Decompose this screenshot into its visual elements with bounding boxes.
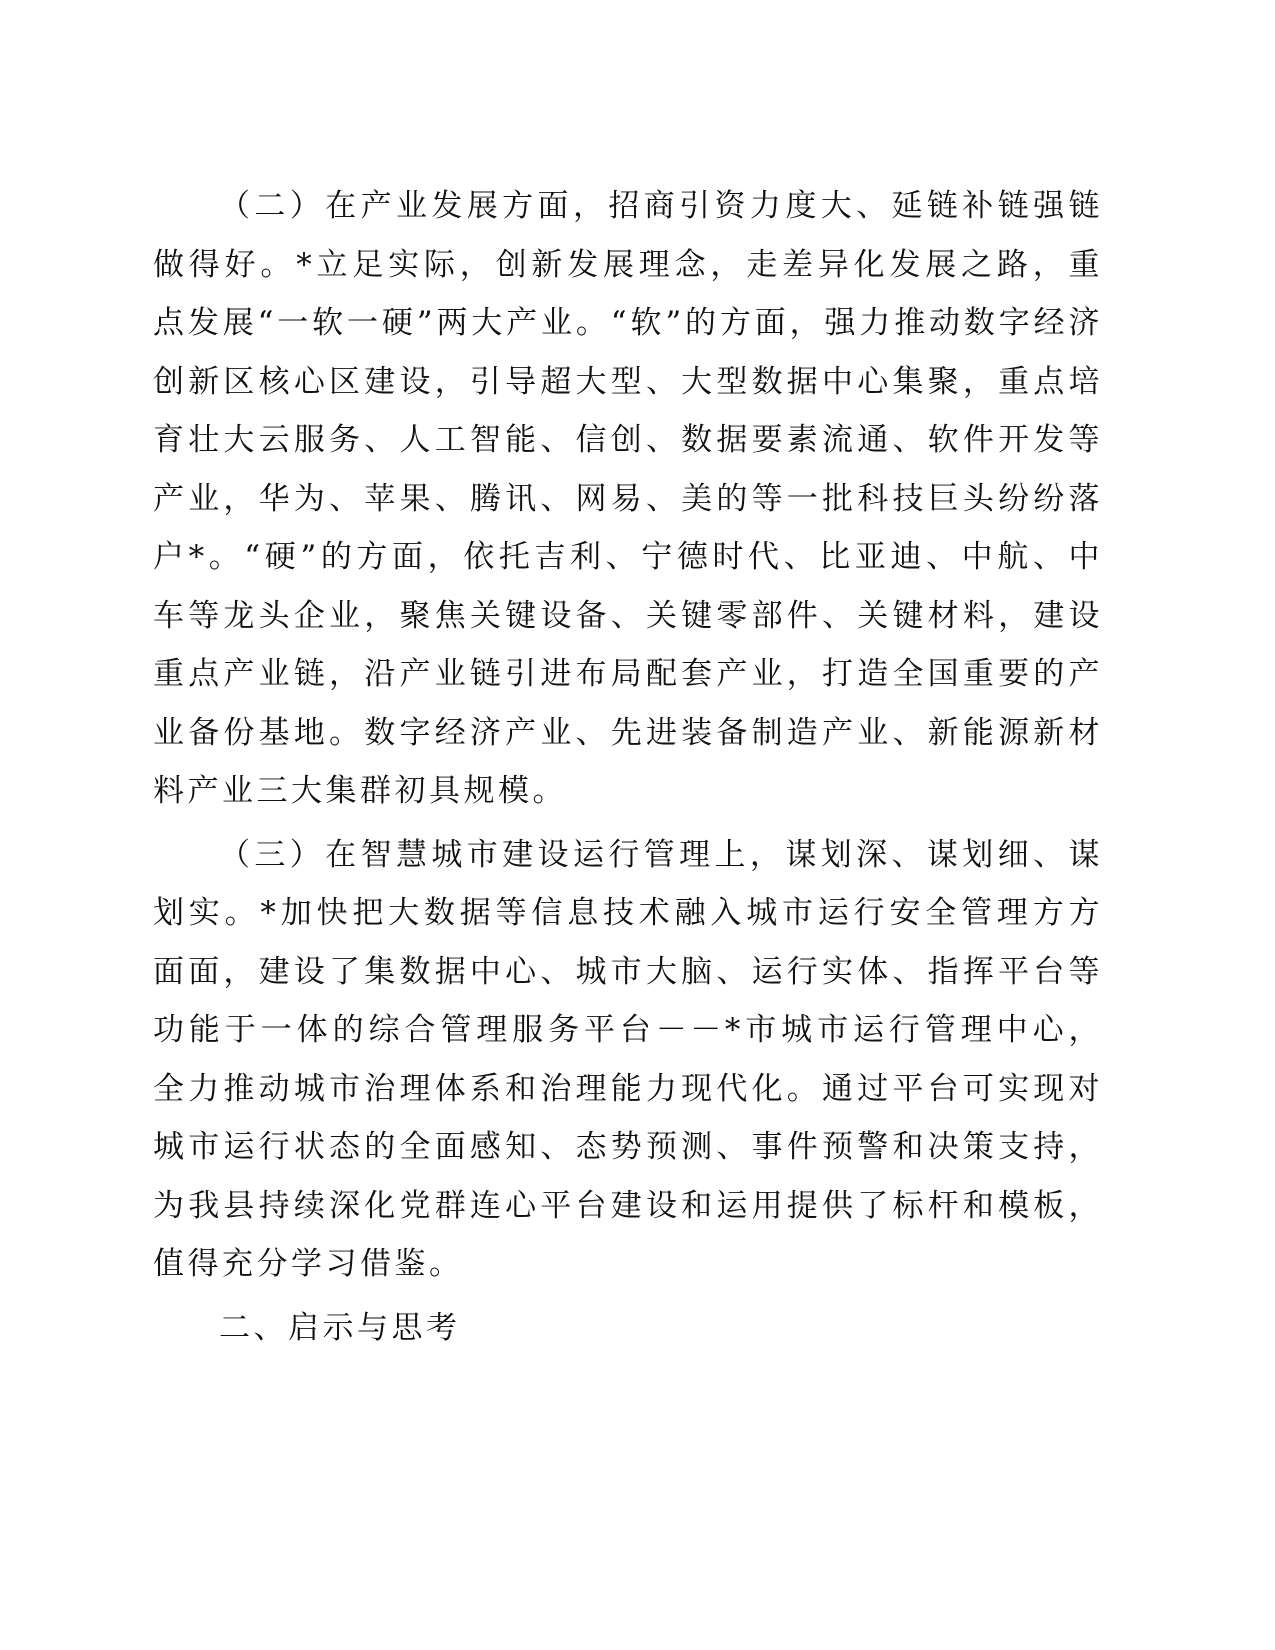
- section-heading: 二、启示与思考: [219, 1309, 461, 1346]
- paragraph-smart-city: （三）在智慧城市建设运行管理上，谋划深、谋划细、谋划实。*加快把大数据等信息技术融入城市运行安全管理方方面面，建设了集数据中心、城市大脑、运行实体、指挥平台等功能于一体的综合管理服务平台－－*市城市运行管理中心，全力推动城市治理体系和治理能力现代化。通过平台可实现对城市运行状态的全面感知、态势预测、事件预警和决策支持，为我县持续深化党群连心平台建设和运用提供了标杆和模板，值得充分学习借鉴。: [153, 836, 1103, 1282]
- document-body: [153, 177, 1103, 1357]
- paragraph-industry-development: （二）在产业发展方面，招商引资力度大、延链补链强链做得好。*立足实际，创新发展理念，走差异化发展之路，重点发展“一软一硬”两大产业。“软”的方面，强力推动数字经济创新区核心区建设，引导超大型、大型数据中心集聚，重点培育壮大云服务、人工智能、信创、数据要素流通、软件开发等产业，华为、苹果、腾讯、网易、美的等一批科技巨头纷纷落户*。“硬”的方面，依托吉利、宁德时代、比亚迪、中航、中车等龙头企业，聚焦关键设备、关键零部件、关键材料，建设重点产业链，沿产业链引进布局配套产业，打造全国重要的产业备份基地。数字经济产业、先进装备制造产业、新能源新材料产业三大集群初具规模。: [153, 188, 1103, 809]
